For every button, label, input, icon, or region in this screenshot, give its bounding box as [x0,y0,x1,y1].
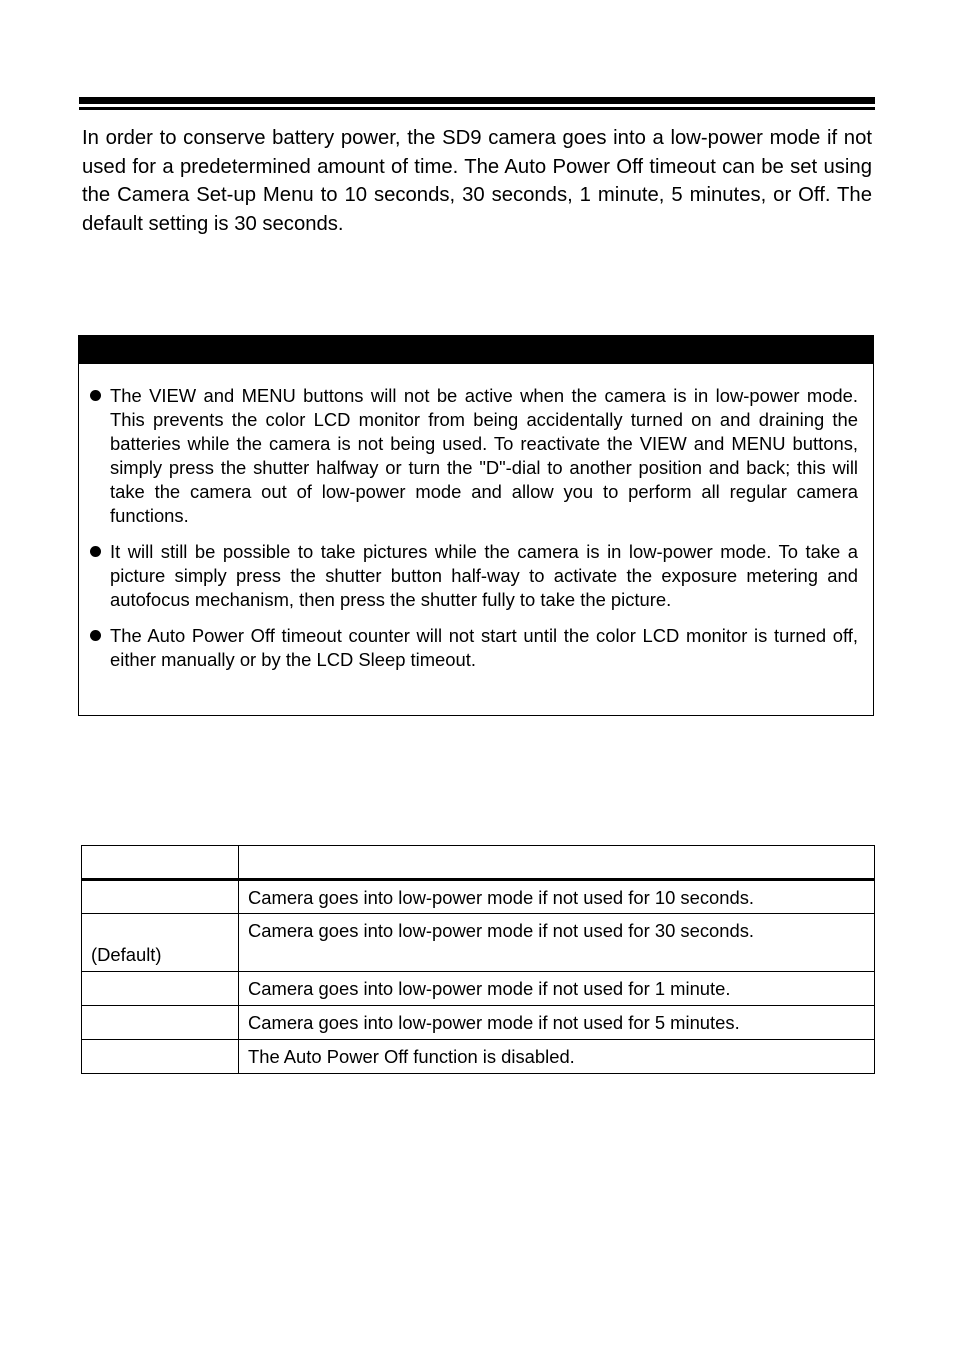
cell-description: Camera goes into low-power mode if not used for 1 minute. [239,972,875,1006]
table-row [82,914,875,972]
table-row [82,972,875,1006]
header-setting [82,846,239,880]
note-header-bar [79,336,873,364]
cell-description: The Auto Power Off function is disabled. [239,1040,875,1074]
note-item-text: The VIEW and MENU buttons will not be active when the camera is in low-power mode. This prevents the color LCD monitor from being accidentally turned on and draining the batteries while the camera is not being used. To reactivate the VIEW and MENU buttons, simply press the shutter halfway or turn the "D"-dial to another position and back; this will take the camera out of low-power mode and allow you to perform all regular camera functions. [110,385,858,526]
table-row [82,880,875,914]
table-row [82,1006,875,1040]
note-item [79,384,873,528]
settings-table [81,845,875,1074]
note-item [79,540,873,612]
bullet-icon [90,630,101,641]
note-item-text: It will still be possible to take pictures while the camera is in low-power mode. To take a picture simply press the shutter button half-way to activate the exposure metering and autofocus mechanism, then press the shutter fully to take the picture. [110,541,858,610]
title-rule-thick [79,97,875,104]
note-item-text: The Auto Power Off timeout counter will not start until the color LCD monitor is turned off, either manually or by the LCD Sleep timeout. [110,625,858,670]
table-header-row [82,846,875,880]
cell-setting [82,972,239,1006]
note-box [78,335,874,716]
cell-setting [82,1040,239,1074]
cell-description: Camera goes into low-power mode if not used for 30 seconds. [239,914,875,972]
table-row [82,1040,875,1074]
cell-description: Camera goes into low-power mode if not used for 5 minutes. [239,1006,875,1040]
title-rule-thin [79,107,875,110]
bullet-icon [90,390,101,401]
cell-setting [82,880,239,914]
header-description [239,846,875,880]
note-item [79,624,873,672]
bullet-icon [90,546,101,557]
cell-description: Camera goes into low-power mode if not used for 10 seconds. [239,880,875,914]
note-list [79,384,873,684]
cell-setting: (Default) [82,914,239,972]
intro-paragraph: In order to conserve battery power, the SD9 camera goes into a low-power mode if not used for a predetermined amount of time. The Auto Power Off timeout can be set using the Camera Set-up Menu to 10 seconds, 30 seconds, 1 minute, 5 minutes, or Off. The default setting is 30 seconds. [82,127,872,236]
cell-setting [82,1006,239,1040]
